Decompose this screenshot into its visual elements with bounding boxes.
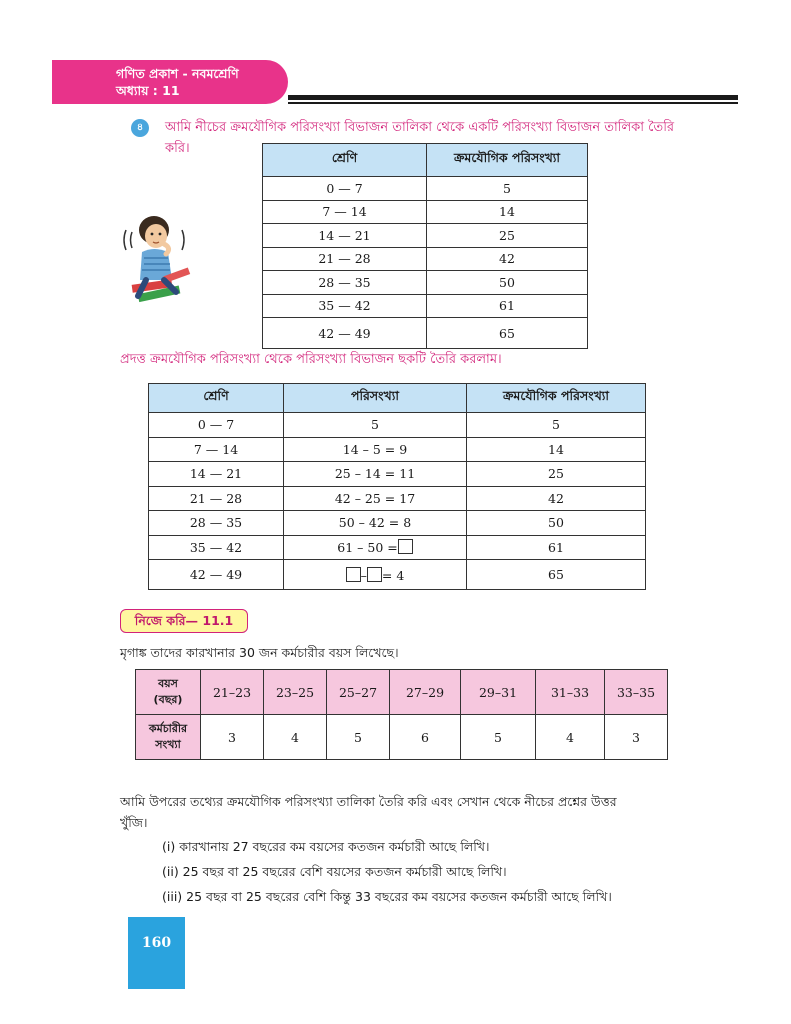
- exercise-intro: মৃগাঙ্ক তাদের কারখানার 30 জন কর্মচারীর বয়স লিখেছে।: [120, 645, 399, 660]
- age-group-cell: 21–23: [201, 670, 264, 715]
- frequency-distribution-table: [148, 383, 646, 590]
- class-cell: 0 — 7: [263, 177, 427, 201]
- age-group-cell: 33–35: [605, 670, 668, 715]
- question-3: (iii) 25 বছর বা 25 বছরের বেশি কিন্তু 33 বছরের কম বয়সের কতজন কর্মচারী আছে লিখি।: [162, 889, 612, 904]
- freq-cell: [284, 535, 467, 560]
- freq-expression: 61 – 50 =: [337, 540, 398, 556]
- freq-cell: 5: [284, 413, 467, 438]
- cumfreq-cell: 50: [467, 511, 646, 536]
- age-header-line2: (বছর): [153, 693, 183, 706]
- page-number: 160: [141, 935, 172, 951]
- table-row: [263, 224, 588, 248]
- page-number-badge: [128, 917, 185, 989]
- class-cell: 7 — 14: [263, 200, 427, 224]
- minus-sign: –: [360, 567, 367, 583]
- made-statement: প্রদত্ত ক্রমযৌগিক পরিসংখ্যা থেকে পরিসংখ্যা বিভাজন ছকটি তৈরি করলাম।: [120, 352, 502, 367]
- answer-blank-box[interactable]: [346, 567, 361, 582]
- cumfreq-cell: 25: [467, 462, 646, 487]
- class-cell: 35 — 42: [149, 535, 284, 560]
- table1-header-cumfreq: ক্রমযৌগিক পরিসংখ্যা: [427, 144, 588, 177]
- count-row: [136, 715, 668, 760]
- book-title: গণিত প্রকাশ - নবমশ্রেণি: [116, 66, 239, 81]
- age-group-cell: 31–33: [536, 670, 605, 715]
- freq-cell: 50 – 42 = 8: [284, 511, 467, 536]
- count-header-line2: সংখ্যা: [155, 738, 181, 751]
- class-cell: 21 — 28: [149, 486, 284, 511]
- freq-cell: 42 – 25 = 17: [284, 486, 467, 511]
- table-row: [149, 462, 646, 487]
- header-rule-thick: [288, 95, 738, 100]
- table-row: [263, 271, 588, 295]
- age-group-cell: 27–29: [390, 670, 461, 715]
- cumfreq-cell: 5: [467, 413, 646, 438]
- count-header-cell: [136, 715, 201, 760]
- table-row: [149, 511, 646, 536]
- table-row: [149, 535, 646, 560]
- age-group-cell: 25–27: [327, 670, 390, 715]
- class-cell: 42 — 49: [263, 318, 427, 349]
- freq-cell: [284, 560, 467, 590]
- cumfreq-cell: 65: [427, 318, 588, 349]
- cumfreq-cell: 14: [427, 200, 588, 224]
- cumfreq-cell: 61: [427, 294, 588, 318]
- class-cell: 42 — 49: [149, 560, 284, 590]
- freq-result: = 4: [381, 567, 405, 583]
- task-line1: আমি উপরের তথ্যের ক্রমযৌগিক পরিসংখ্যা তালিকা তৈরি করি এবং সেখান থেকে নীচের প্রশ্নের উত্তর: [120, 794, 617, 809]
- class-cell: 14 — 21: [149, 462, 284, 487]
- chapter-header-tab: [52, 60, 288, 104]
- age-row: [136, 670, 668, 715]
- table-row: [263, 247, 588, 271]
- table-row: [149, 486, 646, 511]
- class-cell: 0 — 7: [149, 413, 284, 438]
- problem-number-badge: ৪: [131, 119, 149, 137]
- age-group-cell: 29–31: [461, 670, 536, 715]
- cumfreq-cell: 65: [467, 560, 646, 590]
- count-cell: 4: [264, 715, 327, 760]
- problem-instruction-line2: করি।: [165, 141, 190, 156]
- cumfreq-cell: 61: [467, 535, 646, 560]
- freq-cell: 25 – 14 = 11: [284, 462, 467, 487]
- chapter-label: অধ্যায় : 11: [116, 83, 180, 98]
- question-2: (ii) 25 বছর বা 25 বছরের বেশি বয়সের কতজন কর্মচারী আছে লিখি।: [162, 864, 507, 879]
- cumfreq-cell: 42: [427, 247, 588, 271]
- count-cell: 3: [605, 715, 668, 760]
- problem-instruction-line1: আমি নীচের ক্রমযৌগিক পরিসংখ্যা বিভাজন তালিকা থেকে একটি পরিসংখ্যা বিভাজন তালিকা তৈরি: [165, 120, 675, 135]
- table2-header-class: শ্রেণি: [149, 384, 284, 413]
- age-group-cell: 23–25: [264, 670, 327, 715]
- class-cell: 7 — 14: [149, 437, 284, 462]
- table-row: [263, 318, 588, 349]
- table-row: [263, 294, 588, 318]
- count-header-line1: কর্মচারীর: [148, 722, 188, 735]
- table2-header-cumfreq: ক্রমযৌগিক পরিসংখ্যা: [467, 384, 646, 413]
- class-cell: 14 — 21: [263, 224, 427, 248]
- cumfreq-cell: 25: [427, 224, 588, 248]
- exercise-label: নিজে করি— 11.1: [120, 609, 248, 633]
- table-row: [263, 200, 588, 224]
- class-cell: 28 — 35: [263, 271, 427, 295]
- table-row: [149, 560, 646, 590]
- cumfreq-cell: 42: [467, 486, 646, 511]
- header-rule-thin: [288, 102, 738, 104]
- table-row: [263, 177, 588, 201]
- freq-cell: 14 – 5 = 9: [284, 437, 467, 462]
- table-row: [149, 437, 646, 462]
- cumfreq-cell: 5: [427, 177, 588, 201]
- thinking-boy-illustration: [118, 208, 198, 308]
- task-line2: খুঁজি।: [120, 815, 148, 830]
- count-cell: 5: [461, 715, 536, 760]
- count-cell: 3: [201, 715, 264, 760]
- table-row: [149, 413, 646, 438]
- age-employee-table: [135, 669, 668, 760]
- question-1: (i) কারখানায় 27 বছরের কম বয়সের কতজন কর্মচারী আছে লিখি।: [162, 839, 490, 854]
- count-cell: 6: [390, 715, 461, 760]
- count-cell: 4: [536, 715, 605, 760]
- answer-blank-box[interactable]: [367, 567, 382, 582]
- table1-header-class: শ্রেণি: [263, 144, 427, 177]
- class-cell: 21 — 28: [263, 247, 427, 271]
- class-cell: 28 — 35: [149, 511, 284, 536]
- count-cell: 5: [327, 715, 390, 760]
- cumfreq-cell: 50: [427, 271, 588, 295]
- cumulative-frequency-table: [262, 143, 588, 349]
- age-header-cell: [136, 670, 201, 715]
- cumfreq-cell: 14: [467, 437, 646, 462]
- class-cell: 35 — 42: [263, 294, 427, 318]
- answer-blank-box[interactable]: [398, 539, 413, 554]
- table2-header-freq: পরিসংখ্যা: [284, 384, 467, 413]
- age-header-line1: বয়স: [158, 677, 178, 690]
